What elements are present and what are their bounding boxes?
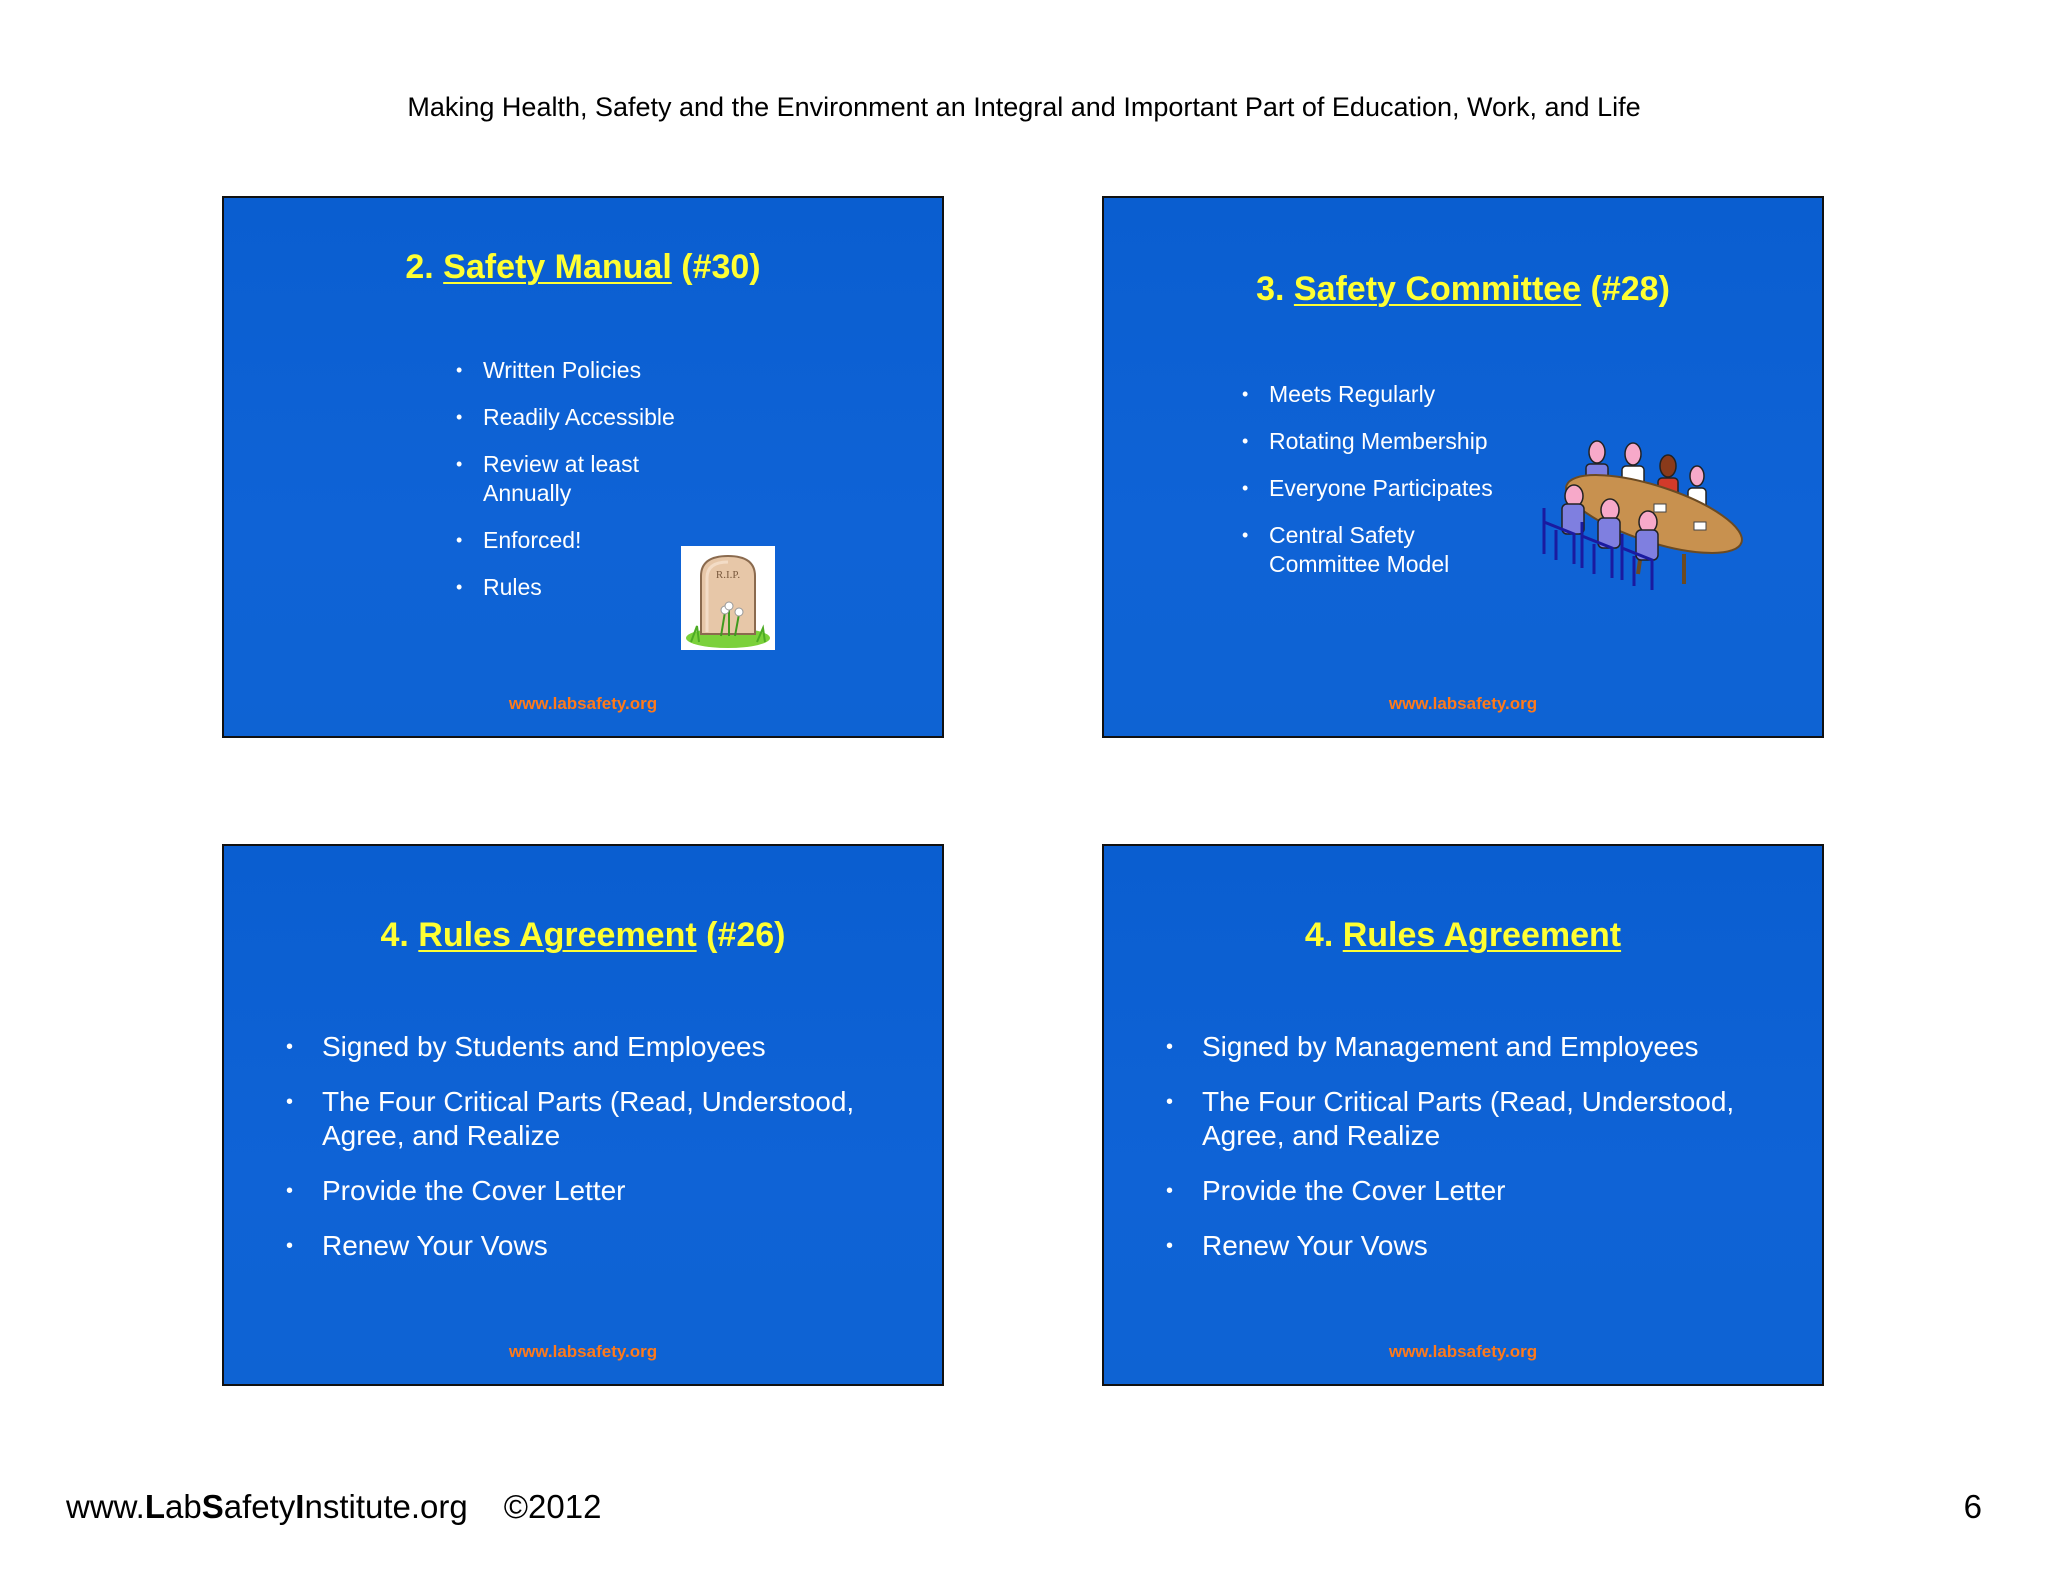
slide-title: 4. Rules Agreement [1304, 916, 1622, 954]
list-item: • Meets Regularly [1242, 380, 1512, 409]
list-item: • Readily Accessible [456, 403, 716, 432]
slide-footer-link[interactable]: www.labsafety.org [1388, 694, 1538, 713]
site-link[interactable]: www.LabSafetyInstitute.org [66, 1488, 468, 1525]
list-item: • Rules [456, 573, 716, 602]
list-item: • Review at least Annually [456, 450, 663, 508]
page-footer-site [66, 1488, 601, 1526]
list-item: • Provide the Cover Letter [284, 1174, 904, 1208]
list-item: • Written Policies [456, 356, 716, 385]
bullet-list [456, 356, 716, 620]
tombstone-rip-icon [681, 546, 775, 650]
slide-title: 3. Safety Committee (#28) [1256, 270, 1670, 308]
slide-footer-link[interactable]: www.labsafety.org [1388, 1342, 1538, 1361]
slide-rules-agreement [1102, 844, 1824, 1386]
slide-safety-manual [222, 196, 944, 738]
page-header-tagline: Making Health, Safety and the Environment an Integral and Important Part of Education, Work, and Life [407, 92, 1641, 122]
list-item: • Renew Your Vows [1164, 1229, 1784, 1263]
committee-meeting-icon [1534, 404, 1754, 594]
slide-title: 2. Safety Manual (#30) [405, 248, 761, 286]
slide-title: 4. Rules Agreement (#26) [380, 916, 786, 954]
slide-footer-link[interactable]: www.labsafety.org [508, 694, 658, 713]
slide-rules-agreement-26 [222, 844, 944, 1386]
list-item: • Signed by Management and Employees [1164, 1030, 1784, 1064]
list-item: • Provide the Cover Letter [1164, 1174, 1784, 1208]
list-item: • Renew Your Vows [284, 1229, 904, 1263]
svg-text:R.I.P.: R.I.P. [715, 569, 741, 581]
list-item: • The Four Critical Parts (Read, Understood, Agree, and Realize [284, 1085, 904, 1153]
slide-footer-link[interactable]: www.labsafety.org [508, 1342, 658, 1361]
list-item: • Signed by Students and Employees [284, 1030, 904, 1064]
list-item: • Enforced! [456, 526, 716, 555]
list-item: • Everyone Participates [1242, 474, 1512, 503]
list-item: • Central Safety Committee Model [1242, 521, 1479, 579]
list-item: • Rotating Membership [1242, 427, 1512, 456]
bullet-list [284, 1030, 904, 1284]
slide-safety-committee [1102, 196, 1824, 738]
copyright: ©2012 [503, 1488, 602, 1525]
page-number: 6 [1963, 1488, 1982, 1525]
list-item: • The Four Critical Parts (Read, Understood, Agree, and Realize [1164, 1085, 1784, 1153]
bullet-list [1164, 1030, 1784, 1284]
bullet-list [1242, 380, 1512, 597]
